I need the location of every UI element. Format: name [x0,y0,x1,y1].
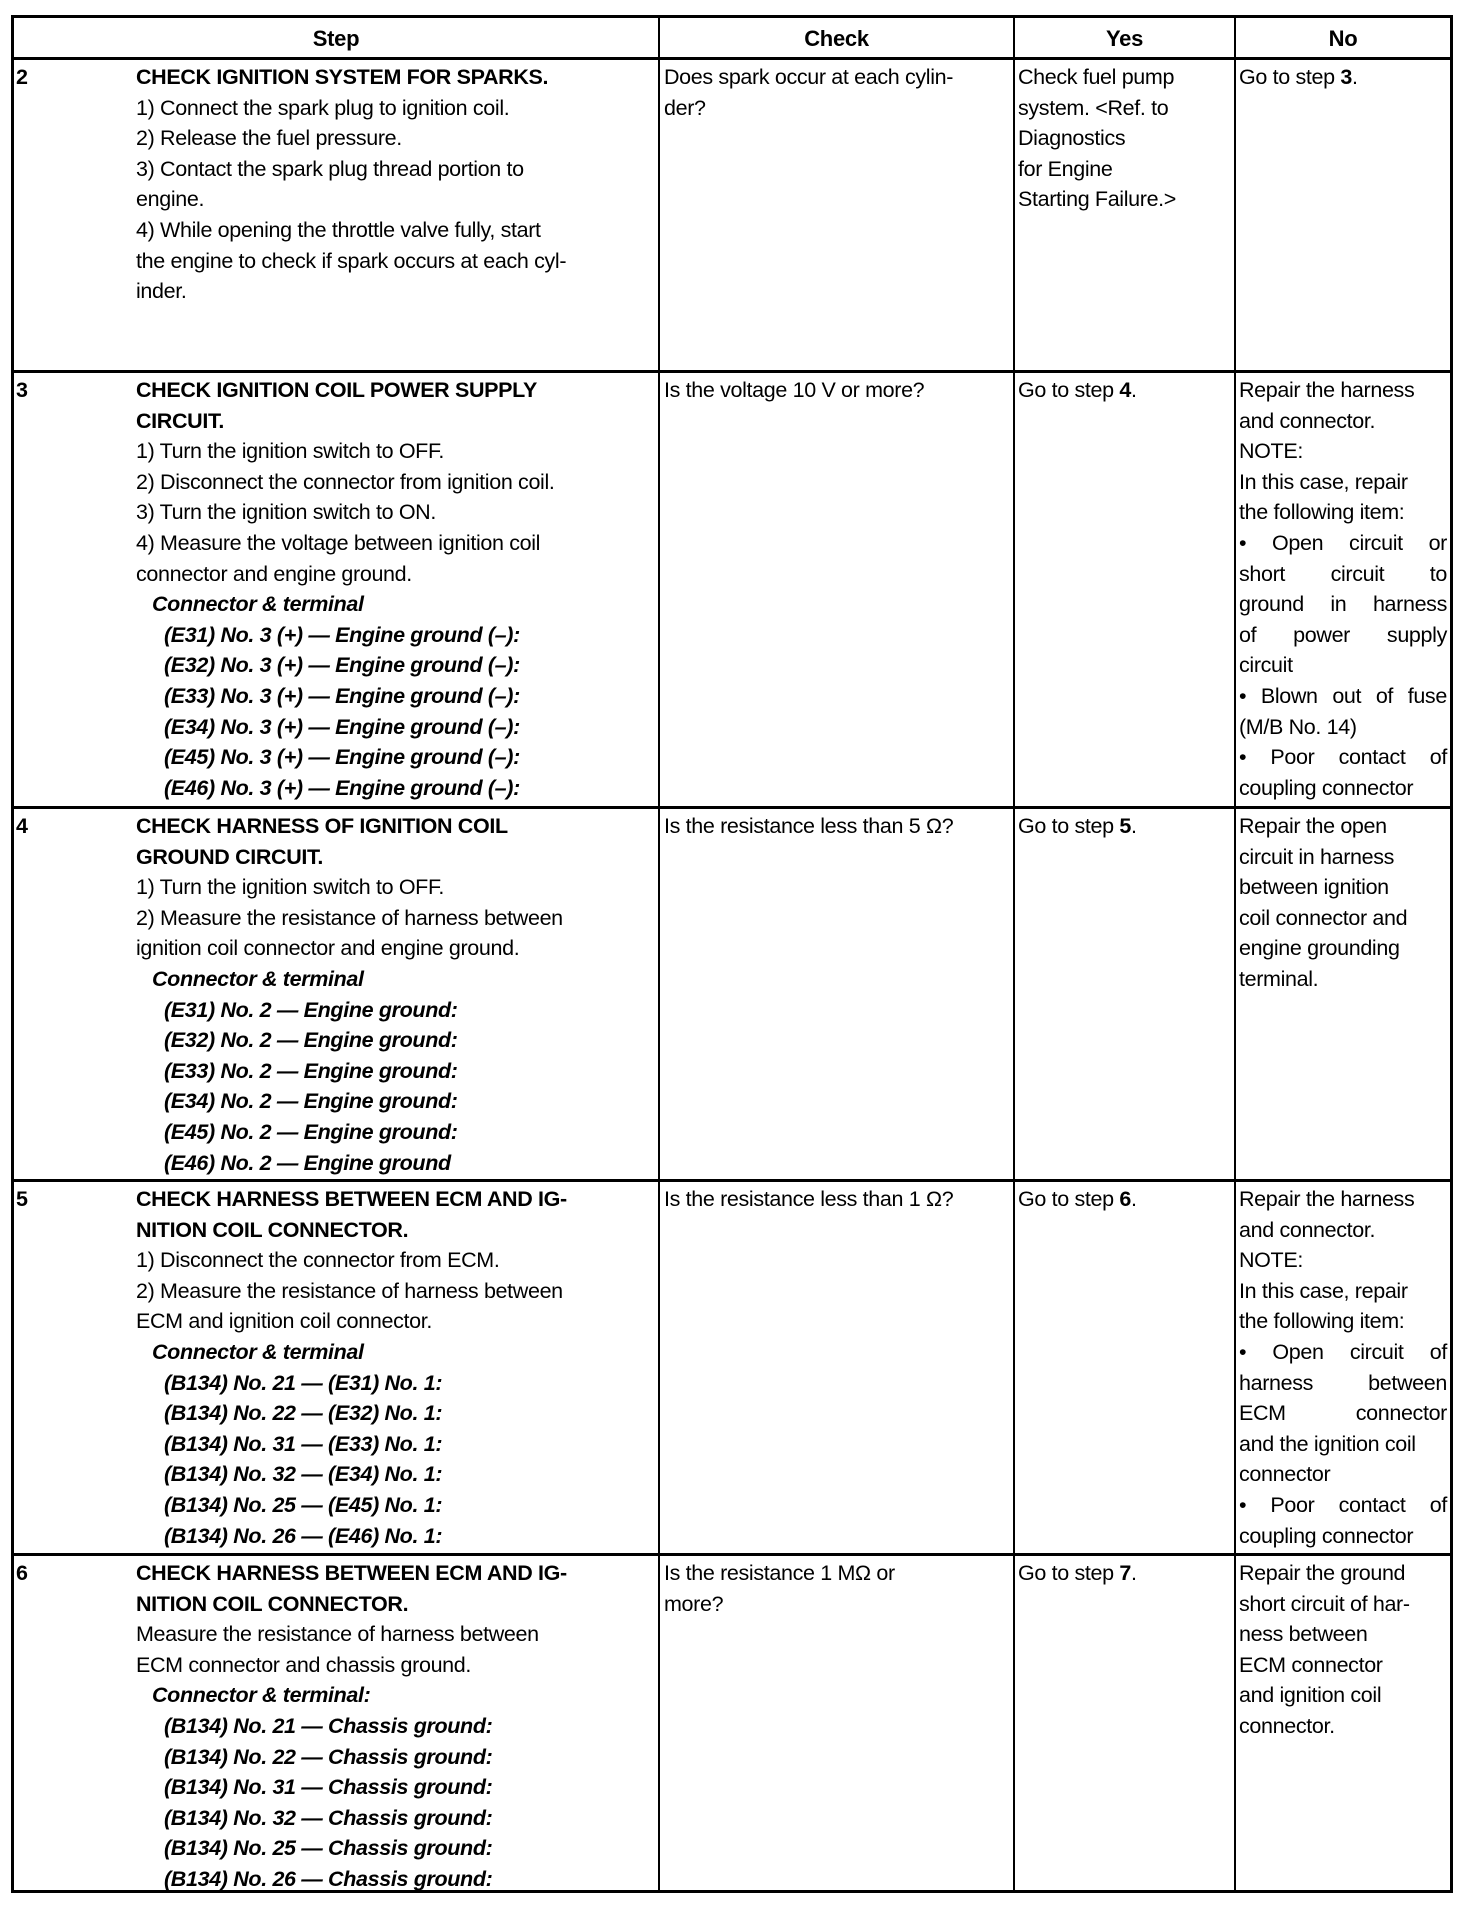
no-line: the following item: [1239,1309,1405,1334]
no-line: engine grounding [1239,936,1400,961]
step-title: NITION COIL CONNECTOR. [136,1217,409,1242]
column-divider [658,18,660,1890]
instruction-line: 4) While opening the throttle valve fully, start [136,217,541,242]
no-line: Repair the ground [1239,1561,1406,1585]
instruction-line: 2) Disconnect the connector from ignition coil. [136,469,555,494]
instruction-line: 1) Turn the ignition switch to OFF. [136,439,444,464]
no-line: Repair the harness [1239,378,1415,402]
connector-terminal: (E32) No. 3 (+) — Engine ground (–): [164,653,520,678]
instruction-line: ECM and ignition coil connector. [136,1309,432,1334]
step-number: 5 [16,1187,28,1211]
no-line: circuit [1239,653,1293,678]
no-line: Go to step 3. [1239,65,1358,89]
no-line: and the ignition coil [1239,1431,1416,1456]
step-title: CHECK HARNESS BETWEEN ECM AND IG- [136,1187,567,1211]
row-divider [14,1553,1450,1556]
step-description [136,375,555,803]
no-line: • Blown out of fuse [1239,683,1447,708]
no-line: connector [1239,1462,1331,1487]
yes-line: Starting Failure.> [1018,187,1177,212]
connector-terminal: (E31) No. 3 (+) — Engine ground (–): [164,622,520,647]
no-line: In this case, repair [1239,1278,1408,1303]
connector-terminal: (B134) No. 22 — Chassis ground: [164,1744,493,1769]
instruction-line: 3) Turn the ignition switch to ON. [136,500,436,525]
step-title: CIRCUIT. [136,408,224,433]
step-description [136,62,566,307]
no-line: short circuit of har- [1239,1591,1410,1616]
step-title: GROUND CIRCUIT. [136,844,324,869]
no-step-link[interactable]: 3 [1340,65,1352,89]
yes-line: Go to step 7. [1018,1561,1137,1585]
no-line: connector. [1239,1713,1335,1738]
instruction-line: 1) Turn the ignition switch to OFF. [136,875,444,900]
step-description [136,1558,567,1895]
instruction-line: ECM connector and chassis ground. [136,1652,472,1677]
connector-terminal: (B134) No. 26 — Chassis ground: [164,1866,493,1891]
no-line: Repair the open [1239,814,1387,838]
column-divider [1013,18,1015,1890]
no-action [1239,1558,1447,1742]
no-line: terminal. [1239,966,1319,991]
check-line: Is the resistance 1 MΩ or [664,1561,895,1585]
no-action [1239,62,1447,93]
instruction-line: 2) Measure the resistance of harness between [136,1278,563,1303]
no-line: • Poor contact of [1239,1492,1447,1517]
header-step: Step [312,26,360,51]
connector-terminal: (E34) No. 2 — Engine ground: [164,1089,458,1114]
no-line: and connector. [1239,408,1376,433]
step-title: NITION COIL CONNECTOR. [136,1591,409,1616]
yes-line: Go to step 4. [1018,378,1137,402]
step-title: CHECK HARNESS OF IGNITION COIL [136,814,508,838]
no-line: • Open circuit or [1239,530,1447,555]
no-line: (M/B No. 14) [1239,714,1357,739]
no-line: the following item: [1239,500,1405,525]
connector-label: Connector & terminal [152,966,364,991]
no-line: • Poor contact of [1239,745,1447,770]
connector-terminal: (E45) No. 2 — Engine ground: [164,1119,458,1144]
connector-terminal: (E45) No. 3 (+) — Engine ground (–): [164,745,520,770]
check-line: Is the resistance less than 5 Ω? [664,814,954,838]
connector-label: Connector & terminal [152,1339,364,1364]
yes-action [1018,1184,1137,1215]
check-question [664,1558,895,1619]
connector-label: Connector & terminal: [152,1683,371,1708]
instruction-line: connector and engine ground. [136,561,412,586]
no-line: circuit in harness [1239,844,1395,869]
no-line: harness between [1239,1370,1447,1395]
yes-line: Go to step 6. [1018,1187,1137,1211]
check-question [664,62,953,123]
connector-terminal: (B134) No. 32 — (E34) No. 1: [164,1462,443,1487]
header-yes: Yes [1105,26,1144,51]
diagnostic-table [11,15,1453,1893]
connector-terminal: (B134) No. 25 — Chassis ground: [164,1836,493,1861]
connector-terminal: (E46) No. 3 (+) — Engine ground (–): [164,775,520,800]
no-line: • Open circuit of [1239,1339,1447,1364]
connector-terminal: (B134) No. 25 — (E45) No. 1: [164,1492,443,1517]
check-line: der? [664,95,706,120]
connector-terminal: (E32) No. 2 — Engine ground: [164,1028,458,1053]
step-title: CHECK IGNITION SYSTEM FOR SPARKS. [136,65,549,89]
row-divider [14,1179,1450,1182]
instruction-line: 2) Release the fuel pressure. [136,126,402,151]
check-line: Does spark occur at each cylin- [664,65,954,89]
connector-terminal: (B134) No. 31 — (E33) No. 1: [164,1431,443,1456]
connector-terminal: (B134) No. 32 — Chassis ground: [164,1805,493,1830]
step-description [136,811,563,1178]
no-line: between ignition [1239,875,1389,900]
yes-action [1018,62,1176,215]
no-action [1239,811,1447,995]
instruction-line: 4) Measure the voltage between ignition coil [136,530,541,555]
step-number: 6 [16,1561,28,1585]
check-line: more? [664,1591,724,1616]
header-no: No [1328,26,1358,51]
connector-terminal: (B134) No. 22 — (E32) No. 1: [164,1401,443,1426]
yes-line: Diagnostics [1018,126,1126,151]
no-line: ness between [1239,1622,1368,1647]
no-line: NOTE: [1239,439,1303,464]
no-line: NOTE: [1239,1248,1303,1273]
no-line: Repair the harness [1239,1187,1415,1211]
row-divider [14,806,1450,809]
no-action [1239,375,1447,803]
step-title: CHECK IGNITION COIL POWER SUPPLY [136,378,537,402]
connector-label: Connector & terminal [152,592,364,617]
yes-action [1018,375,1137,406]
instruction-line: inder. [136,279,187,304]
instruction-line: 3) Contact the spark plug thread portion to [136,156,524,181]
yes-line: for Engine [1018,156,1113,181]
connector-terminal: (E34) No. 3 (+) — Engine ground (–): [164,714,520,739]
step-number: 2 [16,65,28,89]
column-divider [1234,18,1236,1890]
connector-terminal: (E46) No. 2 — Engine ground [164,1150,451,1175]
no-line: coil connector and [1239,905,1408,930]
connector-terminal: (E33) No. 2 — Engine ground: [164,1058,458,1083]
row-divider [14,370,1450,373]
connector-terminal: (E33) No. 3 (+) — Engine ground (–): [164,683,520,708]
no-line: of power supply [1239,622,1447,647]
connector-terminal: (B134) No. 21 — (E31) No. 1: [164,1370,443,1395]
no-line: coupling connector [1239,775,1414,800]
yes-line: Check fuel pump [1018,65,1175,89]
no-line: ECM connector [1239,1401,1447,1426]
instruction-line: the engine to check if spark occurs at each cyl- [136,248,567,273]
check-line: Is the resistance less than 1 Ω? [664,1187,954,1211]
yes-line: Go to step 5. [1018,814,1137,838]
step-number: 3 [16,378,28,402]
instruction-line: 1) Disconnect the connector from ECM. [136,1248,500,1273]
no-line: and ignition coil [1239,1683,1382,1708]
instruction-line: Measure the resistance of harness between [136,1622,539,1647]
no-line: coupling connector [1239,1523,1414,1548]
check-question [664,811,953,842]
step-title: CHECK HARNESS BETWEEN ECM AND IG- [136,1561,567,1585]
row-divider [14,57,1450,60]
step-number: 4 [16,814,28,838]
instruction-line: 2) Measure the resistance of harness between [136,905,563,930]
yes-step-link[interactable]: 5 [1119,814,1131,838]
yes-line: system. <Ref. to [1018,95,1169,120]
no-line: ground in harness [1239,592,1447,617]
no-line: In this case, repair [1239,469,1408,494]
step-description [136,1184,567,1551]
yes-step-link[interactable]: 7 [1119,1561,1131,1585]
yes-action [1018,1558,1137,1589]
connector-terminal: (B134) No. 26 — (E46) No. 1: [164,1523,443,1548]
check-question [664,1184,953,1215]
connector-terminal: (B134) No. 21 — Chassis ground: [164,1713,493,1738]
yes-step-link[interactable]: 4 [1119,378,1131,402]
instruction-line: engine. [136,187,205,212]
instruction-line: 1) Connect the spark plug to ignition coil. [136,95,510,120]
check-line: Is the voltage 10 V or more? [664,378,925,402]
no-line: and connector. [1239,1217,1376,1242]
yes-action [1018,811,1137,842]
connector-terminal: (E31) No. 2 — Engine ground: [164,997,458,1022]
check-question [664,375,924,406]
no-line: ECM connector [1239,1652,1383,1677]
connector-terminal: (B134) No. 31 — Chassis ground: [164,1775,493,1800]
instruction-line: ignition coil connector and engine ground. [136,936,520,961]
yes-step-link[interactable]: 6 [1119,1187,1131,1211]
header-check: Check [804,26,869,51]
no-action [1239,1184,1447,1551]
no-line: short circuit to [1239,561,1447,586]
